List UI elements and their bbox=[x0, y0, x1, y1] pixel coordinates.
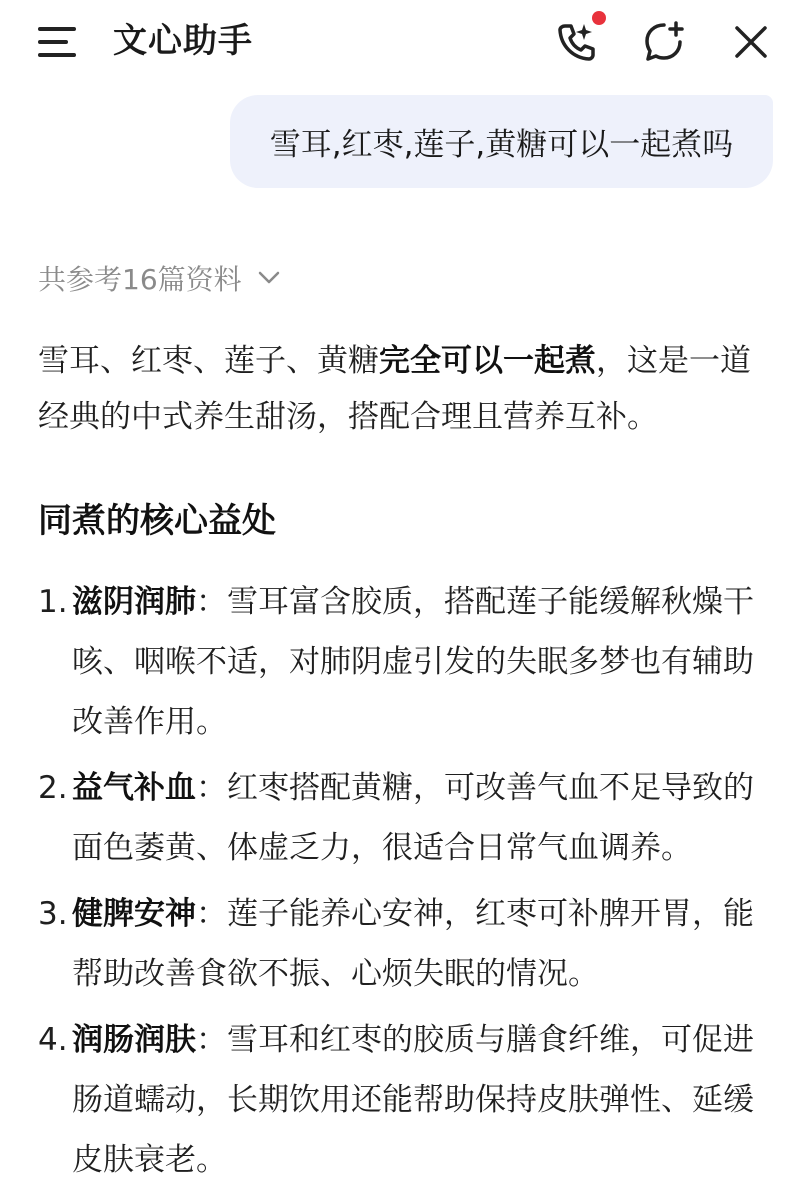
item-title: 滋阴润肺 bbox=[72, 584, 196, 620]
hamburger-menu-icon[interactable] bbox=[38, 26, 78, 58]
new-chat-icon[interactable] bbox=[640, 18, 688, 66]
list-number: 4. bbox=[38, 1022, 68, 1058]
intro-highlight: 完全可以一起煮 bbox=[379, 343, 596, 379]
user-message-text: 雪耳,红枣,莲子,黄糖可以一起煮吗 bbox=[269, 127, 734, 163]
notification-dot bbox=[592, 11, 606, 25]
list-number: 1. bbox=[38, 584, 68, 620]
list-item bbox=[38, 758, 778, 878]
list-item bbox=[38, 884, 778, 1004]
list-number: 3. bbox=[38, 896, 68, 932]
page-title: 文心助手 bbox=[113, 21, 253, 61]
user-message-bubble bbox=[230, 95, 773, 188]
close-icon[interactable] bbox=[727, 18, 775, 66]
references-toggle[interactable] bbox=[38, 258, 280, 298]
section-title: 同煮的核心益处 bbox=[38, 501, 276, 541]
item-title: 益气补血 bbox=[72, 770, 196, 806]
app-header bbox=[0, 0, 809, 84]
references-label: 共参考16篇资料 bbox=[38, 263, 242, 296]
list-item bbox=[38, 1010, 778, 1190]
item-title: 健脾安神 bbox=[72, 896, 196, 932]
voice-call-sparkle-icon[interactable] bbox=[553, 18, 601, 66]
answer-intro bbox=[38, 333, 778, 445]
chevron-down-icon bbox=[258, 271, 280, 285]
intro-text: 雪耳、红枣、莲子、黄糖 bbox=[38, 343, 379, 379]
intro-text-rest: ，这是一道经典的中式养生甜汤，搭配合理且营养互补。 bbox=[38, 343, 751, 435]
item-title: 润肠润肤 bbox=[72, 1022, 196, 1058]
list-number: 2. bbox=[38, 770, 68, 806]
benefits-list bbox=[38, 572, 778, 1196]
item-text: ：莲子能养心安神，红枣可补脾开胃，能帮助改善食欲不振、心烦失眠的情况。 bbox=[72, 896, 754, 992]
list-item bbox=[38, 572, 778, 752]
item-text: ：雪耳富含胶质，搭配莲子能缓解秋燥干咳、咽喉不适，对肺阴虚引发的失眠多梦也有辅助改善作用。 bbox=[72, 584, 754, 740]
item-text: ：雪耳和红枣的胶质与膳食纤维，可促进肠道蠕动，长期饮用还能帮助保持皮肤弹性、延缓皮肤衰老。 bbox=[72, 1022, 754, 1178]
item-text: ：红枣搭配黄糖，可改善气血不足导致的面色萎黄、体虚乏力，很适合日常气血调养。 bbox=[72, 770, 754, 866]
